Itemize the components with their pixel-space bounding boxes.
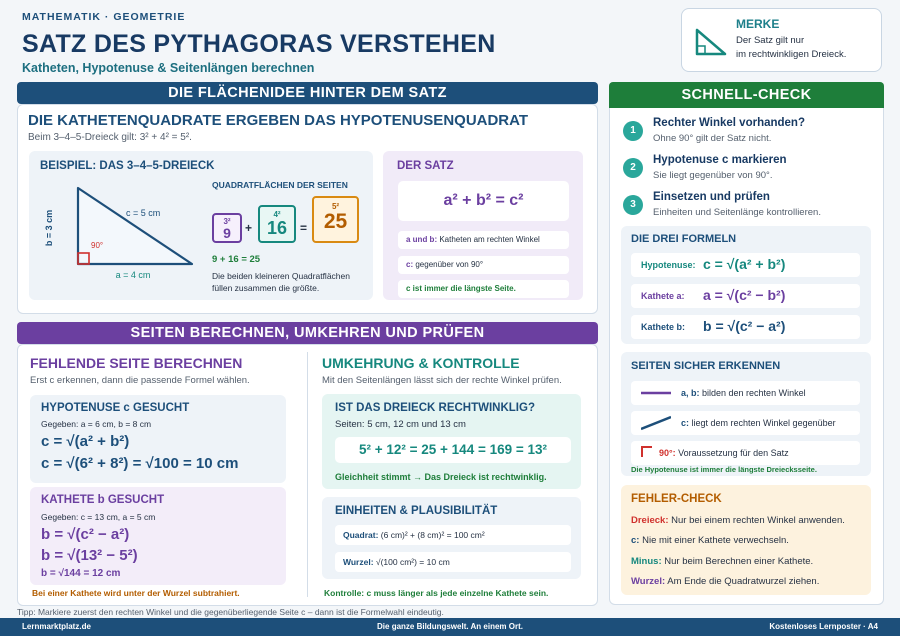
side-a-label: a = 4 cm: [115, 270, 151, 280]
satz-row-hypotenuse: [398, 256, 569, 274]
seiten-erkennen-title: SEITEN SICHER ERKENNEN: [631, 360, 781, 372]
square-explanation: Die beiden kleineren Quadratflächen füllen zusammen die größte.: [212, 271, 350, 293]
einheiten-row-wurzel: [335, 552, 571, 572]
satz-row-2-bold: c:: [406, 260, 414, 269]
footer-slogan: Die ganze Bildungswelt. An einem Ort.: [377, 622, 523, 631]
formel-row-3-label: Kathete b:: [641, 322, 686, 332]
step-2-desc: Sie liegt gegenüber von 90°.: [653, 170, 773, 181]
triangle-shape: [78, 188, 192, 264]
merke-text: [736, 34, 876, 62]
banner-seiten-berechnen: SEITEN BERECHNEN, UMKEHREN UND PRÜFEN: [17, 322, 598, 344]
section1-title: DIE KATHETENQUADRATE ERGEBEN DAS HYPOTENUSENQUADRAT: [28, 112, 529, 129]
step-2-title: Hypotenuse c markieren: [653, 154, 787, 166]
hypotenuse-given: Gegeben: a = 6 cm, b = 8 cm: [41, 419, 152, 429]
footer-poster-label: Kostenloses Lernposter · A4: [769, 622, 878, 631]
fehlende-seite-title: FEHLENDE SEITE BERECHNEN: [30, 355, 243, 371]
fehler-row-wurzel: [631, 576, 819, 587]
merke-title: MERKE: [736, 17, 780, 31]
fehler-row-dreieck: [631, 515, 845, 526]
formel-row-3-formula: b = √(c² − a²): [703, 318, 786, 334]
square-a-exponent: 3²: [223, 217, 231, 226]
equals-sign: =: [300, 221, 308, 235]
fehler-row-3-text: Nur beim Berechnen einer Kathete.: [661, 556, 814, 567]
erkennen-row-2-bold: c:: [681, 418, 690, 428]
kathete-result: b = √144 = 12 cm: [41, 568, 121, 579]
right-angle-icon: [641, 446, 653, 458]
merke-box: [681, 8, 882, 72]
square-c-value: 25: [323, 210, 348, 233]
square-c-exponent: 5²: [331, 202, 340, 211]
einheiten-row-2-bold: Wurzel:: [343, 557, 374, 567]
right-triangle-icon: [694, 27, 728, 57]
section1-subtitle: Beim 3–4–5-Dreieck gilt: 3² + 4² = 5².: [28, 132, 192, 143]
rechtwinklig-result: Gleichheit stimmt → Das Dreieck ist rechtwinklig.: [335, 472, 547, 482]
quadratflaechen-heading: QUADRATFLÄCHEN DER SEITEN: [212, 180, 348, 190]
erkennen-row-3-bold: 90°:: [659, 448, 676, 458]
hypotenuse-calculation: c = √(6² + 8²) = √100 = 10 cm: [41, 455, 239, 472]
kontrolle-note: Kontrolle: c muss länger als jede einzelne Kathete sein.: [324, 588, 549, 598]
kathete-formula: b = √(c² − a²): [41, 526, 130, 543]
kathete-line-icon: [641, 389, 671, 397]
square-a: [212, 213, 242, 243]
beispiel-title: BEISPIEL: DAS 3–4–5-DREIECK: [40, 160, 215, 172]
step-3-number: 3: [623, 195, 643, 215]
erkennen-row-winkel: [631, 441, 860, 465]
erkennen-row-1-bold: a, b:: [681, 388, 700, 398]
formel-row-2-formula: a = √(c² − b²): [703, 287, 786, 303]
satz-row-laengste: c ist immer die längste Seite.: [398, 280, 569, 298]
erkennen-row-3-text: [659, 448, 789, 458]
tipp-text: Tipp: Markiere zuerst den rechten Winkel und die gegenüberliegende Seite c – dann ist die Formelwahl eindeutig.: [17, 607, 444, 617]
page-title: SATZ DES PYTHAGORAS VERSTEHEN: [22, 30, 496, 58]
einheiten-title: EINHEITEN & PLAUSIBILITÄT: [335, 505, 498, 517]
fehler-row-4-bold: Wurzel:: [631, 576, 666, 587]
page-subtitle: Katheten, Hypotenuse & Seitenlängen berechnen: [22, 61, 315, 75]
square-b-value: 16: [266, 218, 288, 238]
kathete-title: KATHETE b GESUCHT: [41, 494, 165, 506]
formel-row-kathete-b: [631, 315, 860, 339]
satz-row-katheten: [398, 231, 569, 249]
banner-flaechenidee: DIE FLÄCHENIDEE HINTER DEM SATZ: [17, 82, 598, 104]
kathete-given: Gegeben: c = 13 cm, a = 5 cm: [41, 512, 156, 522]
einheiten-row-1-text: (6 cm)² + (8 cm)² = 100 cm²: [378, 530, 485, 540]
step-2-number: 2: [623, 158, 643, 178]
fehler-row-1-bold: Dreieck:: [631, 515, 669, 526]
satz-row-1-text: Katheten am rechten Winkel: [437, 235, 540, 244]
kathete-note: Bei einer Kathete wird unter der Wurzel subtrahiert.: [32, 588, 240, 598]
angle-label: 90°: [91, 241, 104, 250]
footer-bar: [0, 618, 900, 636]
formel-row-hypotenuse: [631, 253, 860, 277]
step-1-desc: Ohne 90° gilt der Satz nicht.: [653, 133, 772, 144]
erkennen-row-2-rest: liegt dem rechten Winkel gegenüber: [689, 418, 836, 428]
merke-line-1: Der Satz gilt nur: [736, 35, 805, 46]
banner-schnell-check: SCHNELL-CHECK: [609, 82, 884, 108]
umkehrung-subtitle: Mit den Seitenlängen lässt sich der rechte Winkel prüfen.: [322, 375, 562, 386]
erkennen-row-3-rest: Voraussetzung für den Satz: [675, 448, 789, 458]
erkennen-row-1-text: [681, 388, 806, 398]
rechtwinklig-title: IST DAS DREIECK RECHTWINKLIG?: [335, 402, 535, 414]
der-satz-box: [383, 151, 583, 300]
fehler-check-title: FEHLER-CHECK: [631, 493, 722, 505]
erkennen-row-hypotenuse: [631, 411, 860, 435]
fehler-row-minus: [631, 556, 813, 567]
fehler-row-3-bold: Minus:: [631, 556, 662, 567]
formel-row-1-label: Hypotenuse:: [641, 260, 696, 270]
erkennen-row-1-rest: bilden den rechten Winkel: [699, 388, 806, 398]
satz-row-1-bold: a und b:: [406, 235, 438, 244]
einheiten-row-2-text: √(100 cm²) = 10 cm: [373, 557, 450, 567]
kicker: MATHEMATIK · GEOMETRIE: [22, 11, 186, 23]
square-b-exponent: 4²: [273, 210, 281, 219]
side-b-label: b = 3 cm: [44, 209, 54, 247]
square-b: [258, 205, 296, 243]
plus-sign: +: [245, 221, 253, 235]
formel-row-1-formula: c = √(a² + b²): [703, 256, 786, 272]
step-3-desc: Einheiten und Seitenlänge kontrollieren.: [653, 207, 821, 218]
drei-formeln-title: DIE DREI FORMELN: [631, 233, 737, 245]
sum-line: 9 + 16 = 25: [212, 254, 261, 265]
fehler-row-2-text: Nie mit einer Kathete verwechseln.: [639, 535, 789, 546]
fehler-row-2-bold: c:: [631, 535, 640, 546]
square-c: [312, 196, 359, 243]
side-c-label: c = 5 cm: [126, 208, 161, 218]
rechtwinklig-calculation: 5² + 12² = 25 + 144 = 169 = 13²: [335, 437, 571, 463]
fehler-row-1-text: Nur bei einem rechten Winkel anwenden.: [668, 515, 845, 526]
einheiten-row-1-bold: Quadrat:: [343, 530, 379, 540]
footer-site-link[interactable]: Lernmarktplatz.de: [22, 622, 91, 631]
kathete-calculation: b = √(13² − 5²): [41, 547, 138, 564]
satz-row-2-text: gegenüber von 90°: [413, 260, 484, 269]
formel-row-2-label: Kathete a:: [641, 291, 685, 301]
step-1-number: 1: [623, 121, 643, 141]
triangle-diagram: [36, 180, 201, 285]
step-1-title: Rechter Winkel vorhanden?: [653, 117, 805, 129]
erkennen-row-katheten: [631, 381, 860, 405]
hypotenuse-title: HYPOTENUSE c GESUCHT: [41, 402, 190, 414]
hypotenuse-formula: c = √(a² + b²): [41, 433, 130, 450]
fehlende-seite-subtitle: Erst c erkennen, dann die passende Formel wählen.: [30, 375, 250, 386]
der-satz-title: DER SATZ: [397, 160, 454, 172]
formel-row-kathete-a: [631, 284, 860, 308]
step-3-title: Einsetzen und prüfen: [653, 191, 770, 203]
rechtwinklig-sides: Seiten: 5 cm, 12 cm und 13 cm: [335, 419, 466, 430]
hypotenuse-line-icon: [641, 415, 671, 431]
square-a-value: 9: [223, 225, 231, 241]
erkennen-row-2-text: [681, 418, 836, 428]
fehler-row-4-text: Am Ende die Quadratwurzel ziehen.: [665, 576, 820, 587]
einheiten-row-quadrat: [335, 525, 571, 545]
fehler-row-c: [631, 535, 789, 546]
pythagoras-formula: a² + b² = c²: [398, 181, 569, 221]
umkehrung-title: UMKEHRUNG & KONTROLLE: [322, 355, 520, 371]
merke-line-2: im rechtwinkligen Dreieck.: [736, 49, 847, 60]
seiten-erkennen-note: Die Hypotenuse ist immer die längste Dreiecksseite.: [631, 465, 817, 474]
column-divider: [307, 352, 308, 597]
